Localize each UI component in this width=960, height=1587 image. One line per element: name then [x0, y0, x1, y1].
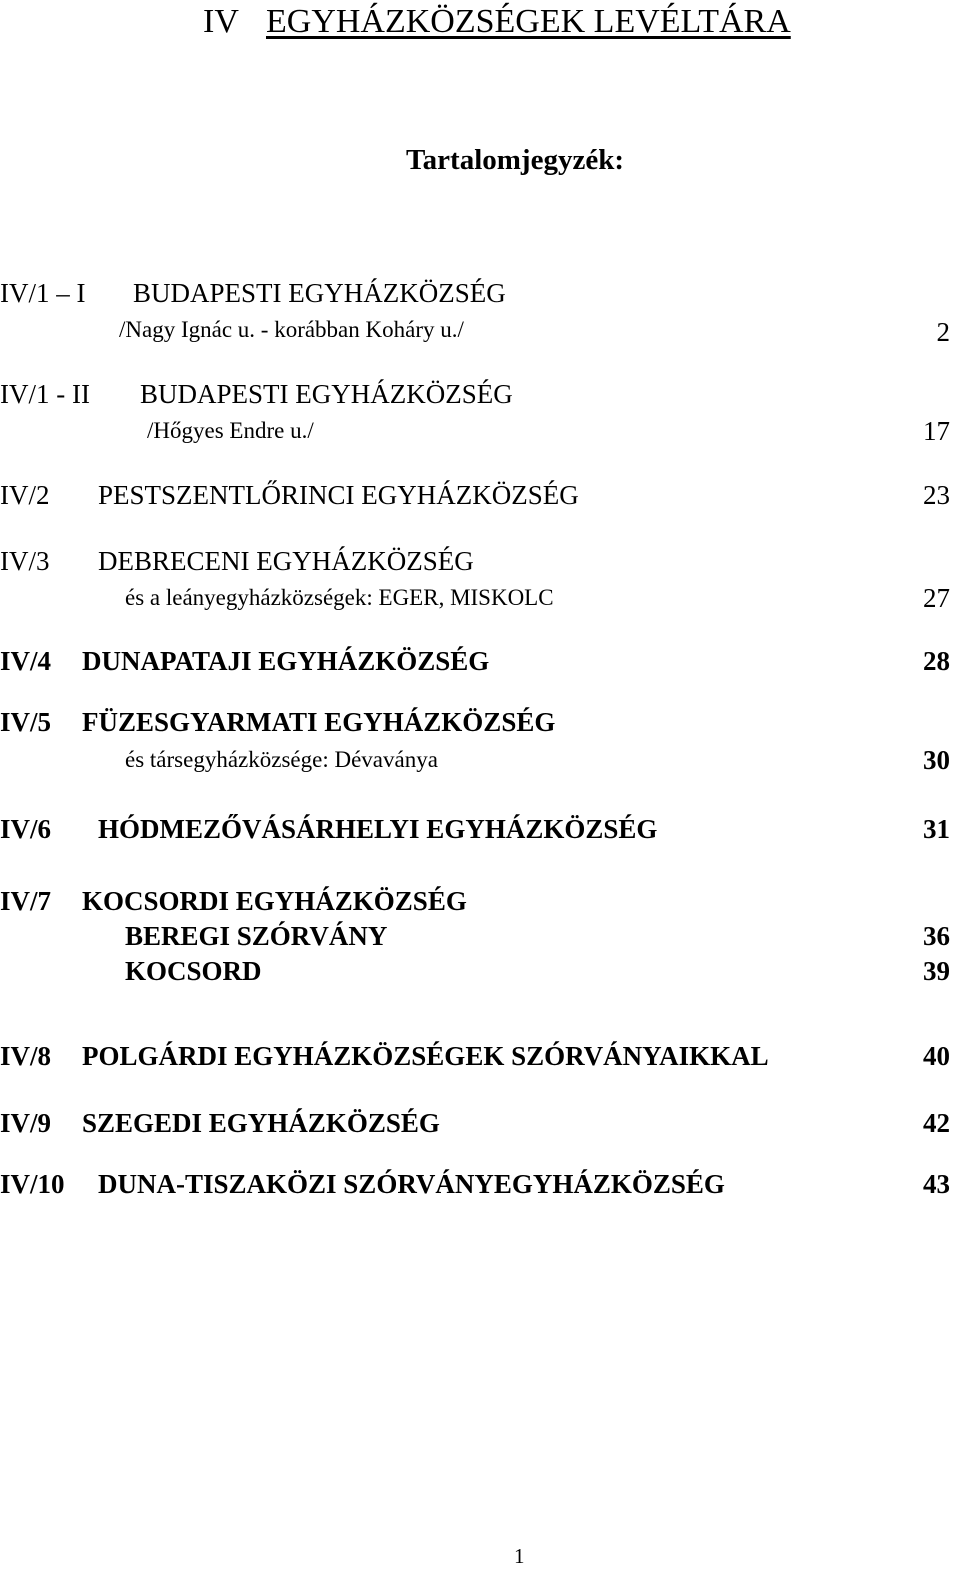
toc-subtitle: és a leányegyházközségek: EGER, MISKOLC	[125, 585, 554, 610]
toc-title: DUNA-TISZAKÖZI SZÓRVÁNYEGYHÁZKÖZSÉG	[98, 1169, 725, 1199]
chapter-title: EGYHÁZKÖZSÉGEK LEVÉLTÁRA	[266, 3, 791, 40]
toc-page: 40	[923, 1041, 950, 1071]
toc-title: DEBRECENI EGYHÁZKÖZSÉG	[98, 546, 474, 576]
toc-title: POLGÁRDI EGYHÁZKÖZSÉGEK SZÓRVÁNYAIKKAL	[82, 1041, 769, 1071]
toc-code: IV/2	[0, 480, 50, 510]
toc-page: 27	[923, 583, 950, 613]
toc-code: IV/1 – I	[0, 278, 86, 308]
toc-page: 2	[936, 317, 950, 347]
toc-code: IV/5	[0, 707, 52, 737]
toc-page: 28	[923, 646, 950, 676]
toc-subtitle: /Hőgyes Endre u./	[147, 418, 314, 443]
toc-page: 30	[923, 745, 950, 775]
toc-page: 31	[923, 814, 950, 844]
toc-code: IV/7	[0, 886, 52, 916]
toc-title: PESTSZENTLŐRINCI EGYHÁZKÖZSÉG	[98, 480, 579, 510]
toc-title: DUNAPATAJI EGYHÁZKÖZSÉG	[82, 646, 490, 676]
toc-page: 42	[923, 1108, 950, 1138]
toc-code: IV/9	[0, 1108, 52, 1138]
toc-code: IV/6	[0, 814, 52, 844]
toc-subtitle: /Nagy Ignác u. - korábban Koháry u./	[119, 317, 464, 342]
toc-title: FÜZESGYARMATI EGYHÁZKÖZSÉG	[82, 707, 556, 737]
toc-code: IV/4	[0, 646, 52, 676]
toc-title: BUDAPESTI EGYHÁZKÖZSÉG	[140, 379, 513, 409]
toc-code: IV/3	[0, 546, 50, 576]
toc-page: 23	[923, 480, 950, 510]
toc-subentry-page: 39	[923, 956, 950, 986]
toc-page: 17	[923, 416, 950, 446]
toc-code: IV/10	[0, 1169, 65, 1199]
toc-title: HÓDMEZŐVÁSÁRHELYI EGYHÁZKÖZSÉG	[98, 814, 658, 844]
toc-subtitle: és társegyházközsége: Dévaványa	[125, 747, 438, 772]
toc-heading: Tartalomjegyzék:	[406, 144, 624, 176]
toc-title: BUDAPESTI EGYHÁZKÖZSÉG	[133, 278, 506, 308]
page-number: 1	[514, 1544, 525, 1568]
toc-code: IV/1 - II	[0, 379, 90, 409]
toc-title: SZEGEDI EGYHÁZKÖZSÉG	[82, 1108, 440, 1138]
toc-code: IV/8	[0, 1041, 52, 1071]
toc-subentry-title: KOCSORD	[125, 956, 262, 986]
toc-page: 43	[923, 1169, 950, 1199]
toc-title: KOCSORDI EGYHÁZKÖZSÉG	[82, 886, 467, 916]
toc-subentry-title: BEREGI SZÓRVÁNY	[125, 921, 388, 951]
chapter-code: IV	[203, 3, 239, 40]
toc-subentry-page: 36	[923, 921, 950, 951]
